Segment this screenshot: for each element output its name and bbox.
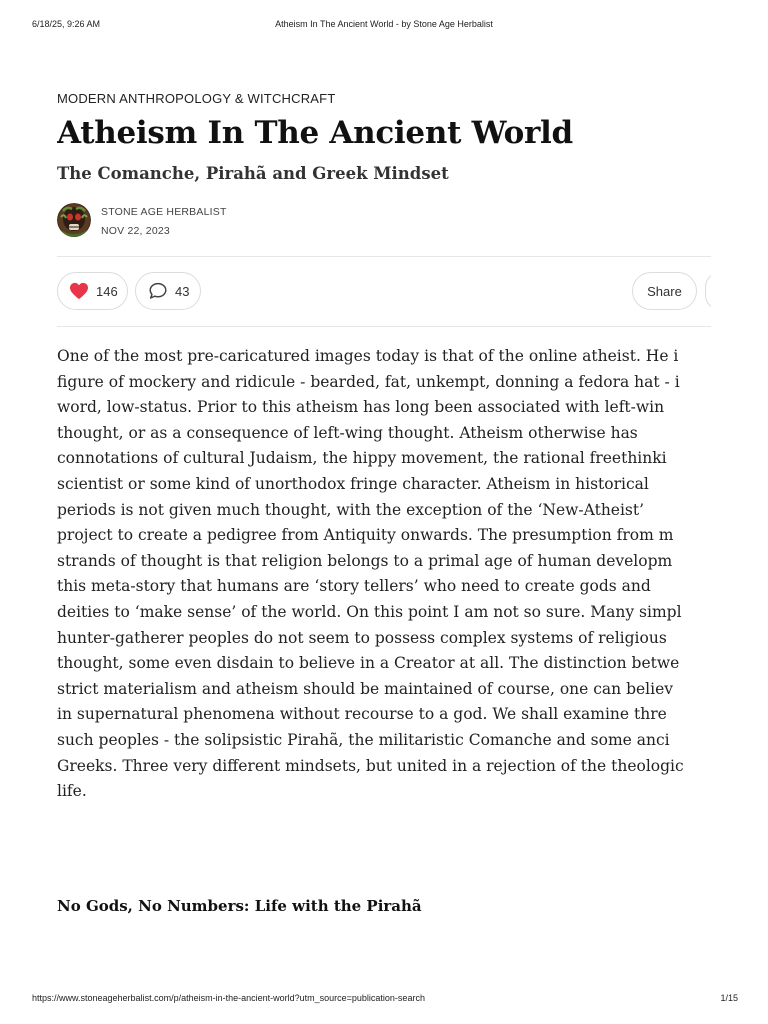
body-line: Greeks. Three very different mindsets, but united in a rejection of the theologic [57,756,684,775]
print-page-title: Atheism In The Ancient World - by Stone Age Herbalist [275,19,493,29]
like-count: 146 [96,283,118,299]
body-line: scientist or some kind of unorthodox fringe character. Atheism in historical [57,474,649,493]
print-footer [0,993,768,1007]
body-line: word, low-status. Prior to this atheism has long been associated with left-win [57,398,665,417]
comment-count: 43 [175,283,190,299]
comment-button[interactable] [135,272,201,310]
print-page-number: 1/15 [720,993,738,1003]
body-line: in supernatural phenomena without recourse to a god. We shall examine thre [57,705,667,724]
body-line: strict materialism and atheism should be maintained of course, one can believ [57,679,674,698]
print-url: https://www.stoneageherbalist.com/p/atheism-in-the-ancient-world?utm_source=publication-search [32,993,425,1003]
body-line: life. [57,782,87,801]
body-line: figure of mockery and ridicule - bearded, fat, unkempt, donning a fedora hat - i [57,372,680,391]
divider-top [57,256,711,257]
article-body [57,344,711,805]
share-button[interactable]: Share [632,272,697,310]
section-label[interactable]: MODERN ANTHROPOLOGY & WITCHCRAFT [57,91,336,106]
author-avatar[interactable] [57,203,91,237]
body-line: thought, some even disdain to believe in a Creator at all. The distinction betwe [57,654,680,673]
divider-bottom [57,326,711,327]
author-name[interactable]: STONE AGE HERBALIST [101,206,227,218]
heart-icon [69,282,89,300]
body-line: periods is not given much thought, with the exception of the ‘New-Atheist’ [57,500,645,519]
body-line: this meta-story that humans are ‘story tellers’ who need to create gods and [57,577,651,596]
like-button[interactable] [57,272,128,310]
print-datetime: 6/18/25, 9:26 AM [32,19,101,29]
post-subtitle: The Comanche, Pirahã and Greek Mindset [57,164,449,183]
publish-date: NOV 22, 2023 [101,225,170,237]
more-actions-button[interactable] [705,272,711,310]
body-line: such peoples - the solipsistic Pirahã, the militaristic Comanche and some anci [57,730,670,749]
body-line: project to create a pedigree from Antiquity onwards. The presumption from m [57,526,674,545]
article [57,0,711,1024]
body-line: connotations of cultural Judaism, the hippy movement, the rational freethinki [57,449,667,468]
speech-bubble-icon [148,282,168,300]
section-heading: No Gods, No Numbers: Life with the Pirahã [57,897,422,915]
body-line: hunter-gatherer peoples do not seem to possess complex systems of religious [57,628,667,647]
body-line: One of the most pre-caricatured images today is that of the online atheist. He i [57,347,679,365]
body-line: thought, or as a consequence of left-wing thought. Atheism otherwise has [57,423,638,442]
post-title: Atheism In The Ancient World [57,115,573,151]
body-line: strands of thought is that religion belongs to a primal age of human developm [57,551,673,570]
body-line: deities to ‘make sense’ of the world. On this point I am not so sure. Many simpl [57,602,682,621]
avatar-image [57,203,91,237]
